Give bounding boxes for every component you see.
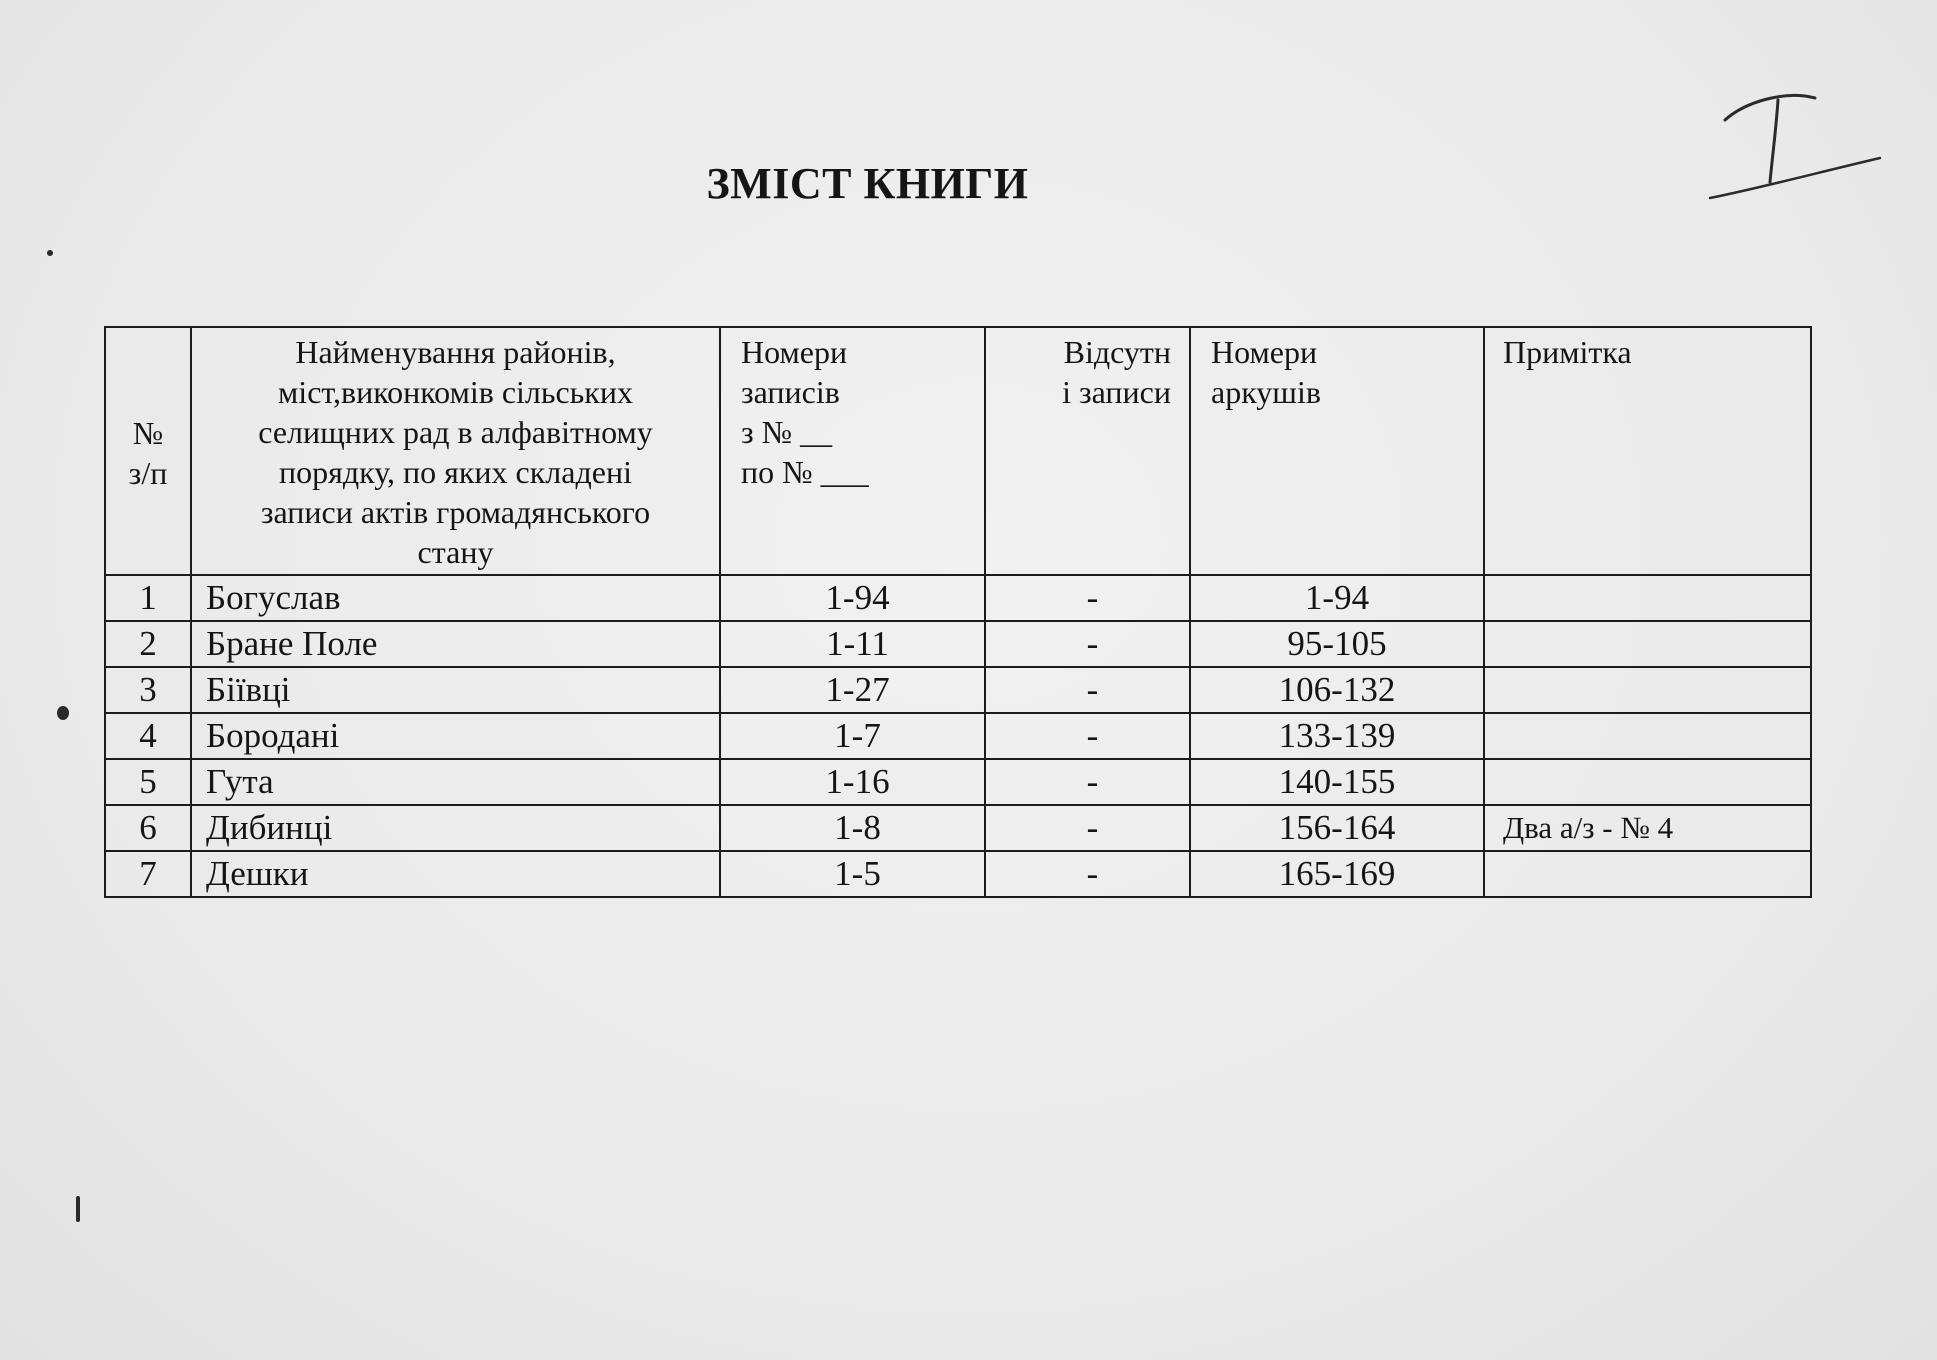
table-row — [105, 621, 1811, 667]
row-records: 1-27 — [720, 667, 985, 713]
header-number: № з/п — [105, 327, 191, 575]
table-row — [105, 713, 1811, 759]
row-name: Дешки — [191, 851, 720, 897]
paper-speck — [76, 1196, 80, 1222]
row-number: 1 — [105, 575, 191, 621]
row-number: 6 — [105, 805, 191, 851]
row-absent: - — [985, 575, 1190, 621]
table-header-row — [105, 327, 1811, 575]
row-number: 3 — [105, 667, 191, 713]
table-row — [105, 759, 1811, 805]
row-sheets: 95-105 — [1190, 621, 1484, 667]
row-absent: - — [985, 621, 1190, 667]
row-number: 7 — [105, 851, 191, 897]
row-records: 1-5 — [720, 851, 985, 897]
row-number: 4 — [105, 713, 191, 759]
row-note — [1484, 851, 1811, 897]
table-row — [105, 805, 1811, 851]
row-records: 1-94 — [720, 575, 985, 621]
header-sheet-numbers: Номери аркушів — [1190, 327, 1484, 575]
row-absent: - — [985, 713, 1190, 759]
row-name: Біївці — [191, 667, 720, 713]
row-absent: - — [985, 805, 1190, 851]
row-note — [1484, 759, 1811, 805]
row-sheets: 106-132 — [1190, 667, 1484, 713]
row-note — [1484, 667, 1811, 713]
row-records: 1-16 — [720, 759, 985, 805]
row-name: Бране Поле — [191, 621, 720, 667]
page-title: ЗМІСТ КНИГИ — [706, 159, 1029, 208]
row-name: Гута — [191, 759, 720, 805]
row-note — [1484, 621, 1811, 667]
row-sheets: 165-169 — [1190, 851, 1484, 897]
row-records: 1-8 — [720, 805, 985, 851]
table-row — [105, 851, 1811, 897]
row-note — [1484, 713, 1811, 759]
row-name: Дибинці — [191, 805, 720, 851]
row-note: Два а/з - № 4 — [1484, 805, 1811, 851]
paper-speck — [57, 706, 69, 720]
header-absent-records: Відсутн і записи — [985, 327, 1190, 575]
row-sheets: 156-164 — [1190, 805, 1484, 851]
row-note — [1484, 575, 1811, 621]
row-number: 2 — [105, 621, 191, 667]
row-records: 1-11 — [720, 621, 985, 667]
row-name: Богуслав — [191, 575, 720, 621]
row-sheets: 140-155 — [1190, 759, 1484, 805]
row-absent: - — [985, 667, 1190, 713]
row-sheets: 133-139 — [1190, 713, 1484, 759]
row-number: 5 — [105, 759, 191, 805]
contents-table — [104, 326, 1812, 898]
paper-speck — [47, 250, 53, 256]
handwritten-sheet-number-mark — [1700, 80, 1890, 210]
header-name: Найменування районів, міст,виконкомів сільських селищних рад в алфавітному порядку, по яких складені записи актів громадянського стану — [191, 327, 720, 575]
row-name: Бородані — [191, 713, 720, 759]
row-absent: - — [985, 851, 1190, 897]
header-note: Примітка — [1484, 327, 1811, 575]
row-absent: - — [985, 759, 1190, 805]
row-sheets: 1-94 — [1190, 575, 1484, 621]
table-row — [105, 667, 1811, 713]
table-row — [105, 575, 1811, 621]
row-records: 1-7 — [720, 713, 985, 759]
header-record-numbers: Номери записів з № __ по № ___ — [720, 327, 985, 575]
